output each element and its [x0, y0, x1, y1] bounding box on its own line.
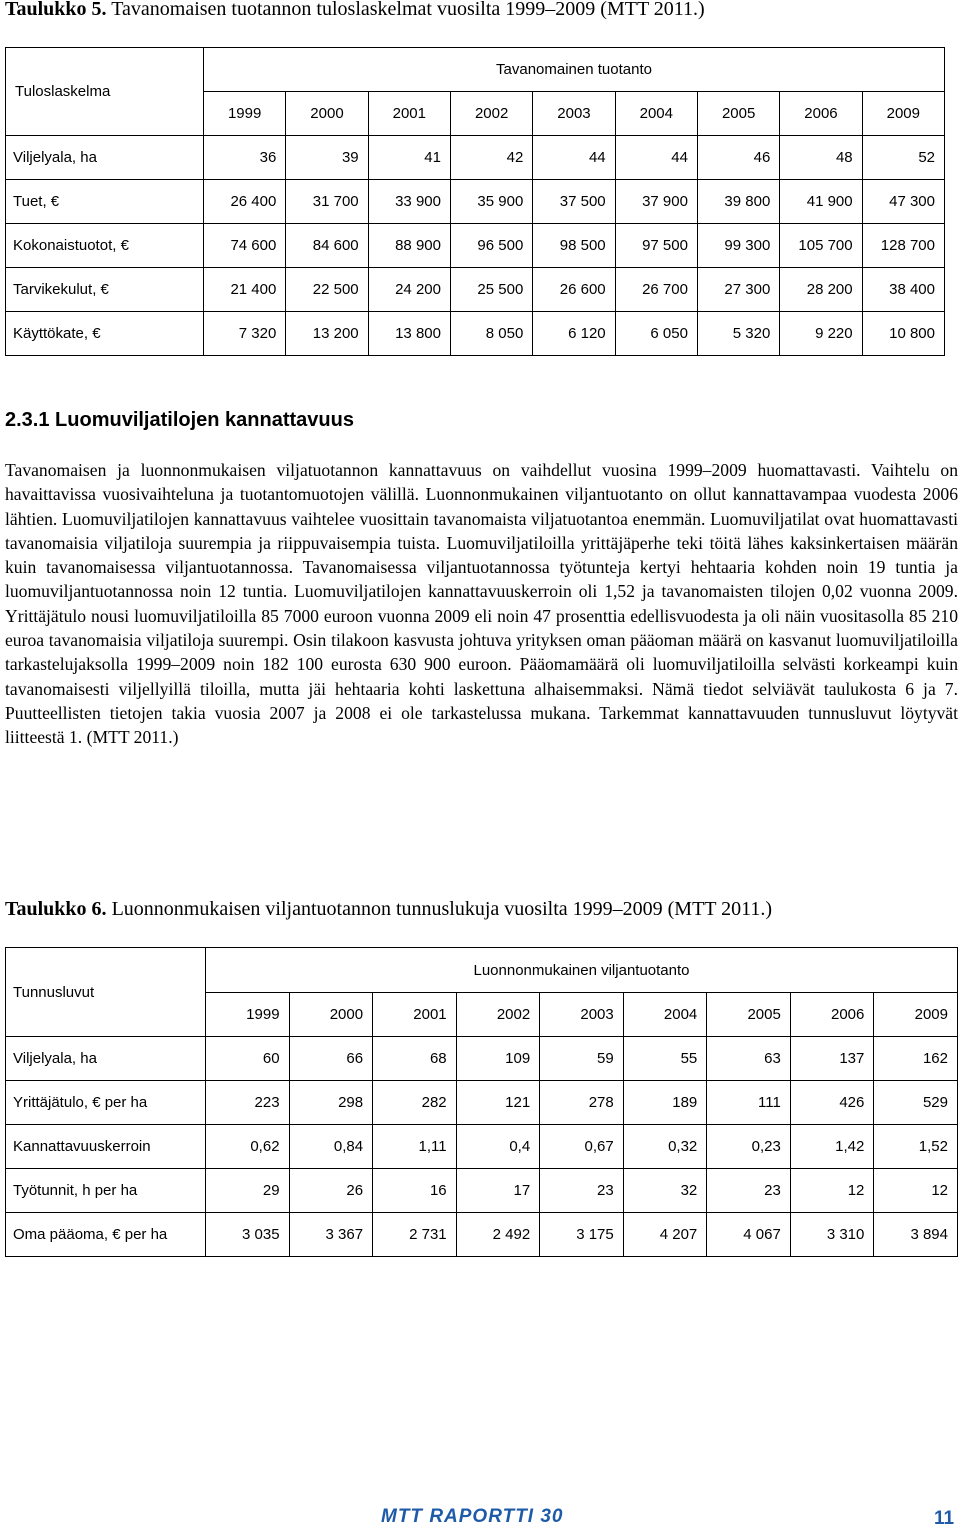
table-row [6, 224, 945, 268]
table-cell: 6 120 [533, 312, 615, 356]
table-cell: 31 700 [286, 180, 368, 224]
row-label: Viljelyala, ha [6, 1037, 206, 1081]
table-cell: 37 900 [615, 180, 697, 224]
table-cell: 13 200 [286, 312, 368, 356]
table-cell: 97 500 [615, 224, 697, 268]
row-label: Käyttökate, € [6, 312, 204, 356]
table-cell: 2 731 [373, 1213, 457, 1257]
table5 [5, 47, 945, 356]
table-cell: 109 [456, 1037, 540, 1081]
table-cell: 189 [623, 1081, 707, 1125]
table-cell: 3 894 [874, 1213, 958, 1257]
table-cell: 17 [456, 1169, 540, 1213]
table5-group-header: Tavanomainen tuotanto [204, 48, 945, 92]
table-row [6, 1081, 958, 1125]
table-cell: 25 500 [450, 268, 532, 312]
table-cell: 223 [206, 1081, 290, 1125]
table-cell: 59 [540, 1037, 624, 1081]
table5-caption [5, 0, 705, 21]
table-cell: 26 600 [533, 268, 615, 312]
table-cell: 26 [289, 1169, 373, 1213]
table-cell: 5 320 [697, 312, 779, 356]
table-cell: 2 492 [456, 1213, 540, 1257]
table-cell: 3 175 [540, 1213, 624, 1257]
table-cell: 4 067 [707, 1213, 791, 1257]
table5-caption-label: Taulukko 5. [5, 0, 107, 20]
table-cell: 298 [289, 1081, 373, 1125]
page-number: 11 [934, 1508, 955, 1529]
table-cell: 26 400 [204, 180, 286, 224]
table6-year: 2003 [540, 993, 624, 1037]
table6 [5, 947, 958, 1257]
table-cell: 111 [707, 1081, 791, 1125]
table-cell: 48 [780, 136, 862, 180]
table5-year: 2009 [862, 92, 944, 136]
table-cell: 35 900 [450, 180, 532, 224]
row-label: Tuet, € [6, 180, 204, 224]
table6-group-header: Luonnonmukainen viljantuotanto [206, 948, 958, 993]
table6-year: 2001 [373, 993, 457, 1037]
table-cell: 3 310 [790, 1213, 874, 1257]
table-cell: 0,67 [540, 1125, 624, 1169]
table-cell: 24 200 [368, 268, 450, 312]
table6-year: 2000 [289, 993, 373, 1037]
table-cell: 3 035 [206, 1213, 290, 1257]
table-cell: 46 [697, 136, 779, 180]
table6-caption-text: Luonnonmukaisen viljantuotannon tunnuslukuja vuosilta 1999–2009 (MTT 2011.) [106, 898, 773, 920]
table-cell: 0,32 [623, 1125, 707, 1169]
table-row [6, 1213, 958, 1257]
table5-year: 2006 [780, 92, 862, 136]
table-cell: 55 [623, 1037, 707, 1081]
table-cell: 39 [286, 136, 368, 180]
table6-caption [5, 898, 772, 921]
table-cell: 36 [204, 136, 286, 180]
table-cell: 42 [450, 136, 532, 180]
table-cell: 47 300 [862, 180, 944, 224]
row-label: Yrittäjätulo, € per ha [6, 1081, 206, 1125]
table-cell: 121 [456, 1081, 540, 1125]
row-label: Kannattavuuskerroin [6, 1125, 206, 1169]
row-label: Oma pääoma, € per ha [6, 1213, 206, 1257]
table-cell: 38 400 [862, 268, 944, 312]
table5-year: 2005 [697, 92, 779, 136]
table-cell: 1,52 [874, 1125, 958, 1169]
table-cell: 105 700 [780, 224, 862, 268]
table-cell: 13 800 [368, 312, 450, 356]
table-cell: 41 900 [780, 180, 862, 224]
table-cell: 9 220 [780, 312, 862, 356]
table-cell: 10 800 [862, 312, 944, 356]
table6-caption-label: Taulukko 6. [5, 898, 107, 920]
table5-caption-text: Tavanomaisen tuotannon tuloslaskelmat vuosilta 1999–2009 (MTT 2011.) [106, 0, 705, 20]
table-cell: 96 500 [450, 224, 532, 268]
table6-corner-header: Tunnusluvut [6, 948, 206, 1037]
table-cell: 0,84 [289, 1125, 373, 1169]
table5-year: 2002 [450, 92, 532, 136]
table-row [6, 1037, 958, 1081]
table-cell: 426 [790, 1081, 874, 1125]
table-cell: 37 500 [533, 180, 615, 224]
table-cell: 44 [533, 136, 615, 180]
section-heading: 2.3.1 Luomuviljatilojen kannattavuus [5, 409, 354, 431]
table-cell: 26 700 [615, 268, 697, 312]
table-cell: 66 [289, 1037, 373, 1081]
table-cell: 28 200 [780, 268, 862, 312]
table-cell: 3 367 [289, 1213, 373, 1257]
table-cell: 22 500 [286, 268, 368, 312]
table-cell: 1,42 [790, 1125, 874, 1169]
table-cell: 23 [707, 1169, 791, 1213]
table-cell: 32 [623, 1169, 707, 1213]
table6-year: 2004 [623, 993, 707, 1037]
table-cell: 29 [206, 1169, 290, 1213]
row-label: Viljelyala, ha [6, 136, 204, 180]
table-cell: 12 [874, 1169, 958, 1213]
table-cell: 8 050 [450, 312, 532, 356]
table6-year: 1999 [206, 993, 290, 1037]
footer-brand-logo: MTT RAPORTTI 30 [381, 1506, 564, 1527]
table-cell: 52 [862, 136, 944, 180]
table-cell: 74 600 [204, 224, 286, 268]
table-row [6, 1125, 958, 1169]
table-row [6, 268, 945, 312]
table-cell: 84 600 [286, 224, 368, 268]
table-cell: 39 800 [697, 180, 779, 224]
table-cell: 12 [790, 1169, 874, 1213]
table-row [6, 1169, 958, 1213]
table6-year: 2009 [874, 993, 958, 1037]
table-cell: 6 050 [615, 312, 697, 356]
table-cell: 68 [373, 1037, 457, 1081]
table-cell: 278 [540, 1081, 624, 1125]
table-cell: 162 [874, 1037, 958, 1081]
table-row [6, 180, 945, 224]
table-cell: 1,11 [373, 1125, 457, 1169]
table-cell: 88 900 [368, 224, 450, 268]
table5-corner-header: Tuloslaskelma [6, 48, 204, 136]
table6-year: 2005 [707, 993, 791, 1037]
table-cell: 7 320 [204, 312, 286, 356]
section-paragraph: Tavanomaisen ja luonnonmukaisen viljatuotannon kannattavuus on vaihdellut vuosina 1999–2009 huomattavasti. Vaihtelu on havaittavissa vuosivaihteluna ja tuotantomuotojen välillä. Luonnonmukainen viljantuotanto on ollut kannattavampaa vuodesta 2006 lähtien. Luomuviljatilojen kannattavuus vaihtelee vuosittain tavanomaista viljatuotantoa enemmän. Luomuviljatilat ovat huomattavasti tavanomaisia viljatiloja suurempia ja riippuvaisempia tuista. Luomuviljatiloilla yrittäjäperhe teki töitä lähes kaksinkertaisen määrän kuin tavanomaisessa viljantuotannossa. Tavanomaisessa viljantuotannossa työtunteja kertyi hehtaaria kohden noin 19 tuntia ja luomuviljantuotannossa noin 12 tuntia. Luomuviljatilojen kannattavuuskerroin oli 1,52 ja tavanomaisten tilojen 0,02 vuonna 2009. Yrittäjätulo nousi luomuviljatiloilla 85 7000 euroon vuonna 2009 eli noin 47 prosenttia edellisvuodesta ja oli näin vuositasolla 85 210 euroa tavanomaisia viljatiloja suurempi. Osin tilakoon kasvusta johtuva yrityksen oman pääoman määrä on kasvanut luomuviljatiloilla tarkastelujaksolla 1999–2009 noin 182 100 eurosta 630 900 euroon. Pääomamäärä oli luomuviljatiloilla selvästi korkeampi kuin tavanomaisesti viljellyillä tiloilla, mutta jäi hehtaaria kohti laskettuna alhaisemmaksi. Nämä tiedot selviävät taulukosta 6 ja 7. Puutteellisten tietojen takia vuosia 2007 ja 2008 ei ole tarkastelussa mukana. Tarkemmat kannattavuuden tunnusluvut löytyvät liitteestä 1. (MTT 2011.) [5, 460, 958, 748]
table-cell: 128 700 [862, 224, 944, 268]
table-cell: 282 [373, 1081, 457, 1125]
table-cell: 137 [790, 1037, 874, 1081]
table-cell: 4 207 [623, 1213, 707, 1257]
table5-year: 1999 [204, 92, 286, 136]
table6-year: 2002 [456, 993, 540, 1037]
table-cell: 98 500 [533, 224, 615, 268]
table-cell: 60 [206, 1037, 290, 1081]
table-cell: 33 900 [368, 180, 450, 224]
table-cell: 0,62 [206, 1125, 290, 1169]
row-label: Työtunnit, h per ha [6, 1169, 206, 1213]
table-cell: 27 300 [697, 268, 779, 312]
table6-year: 2006 [790, 993, 874, 1037]
table5-year: 2001 [368, 92, 450, 136]
table-cell: 41 [368, 136, 450, 180]
table-row [6, 312, 945, 356]
row-label: Tarvikekulut, € [6, 268, 204, 312]
table-cell: 0,4 [456, 1125, 540, 1169]
table-cell: 21 400 [204, 268, 286, 312]
table5-year: 2003 [533, 92, 615, 136]
table-row [6, 136, 945, 180]
table5-year: 2000 [286, 92, 368, 136]
table-cell: 0,23 [707, 1125, 791, 1169]
table-cell: 99 300 [697, 224, 779, 268]
table-cell: 23 [540, 1169, 624, 1213]
table-cell: 16 [373, 1169, 457, 1213]
table5-year: 2004 [615, 92, 697, 136]
table-cell: 63 [707, 1037, 791, 1081]
table-cell: 529 [874, 1081, 958, 1125]
row-label: Kokonaistuotot, € [6, 224, 204, 268]
table-cell: 44 [615, 136, 697, 180]
